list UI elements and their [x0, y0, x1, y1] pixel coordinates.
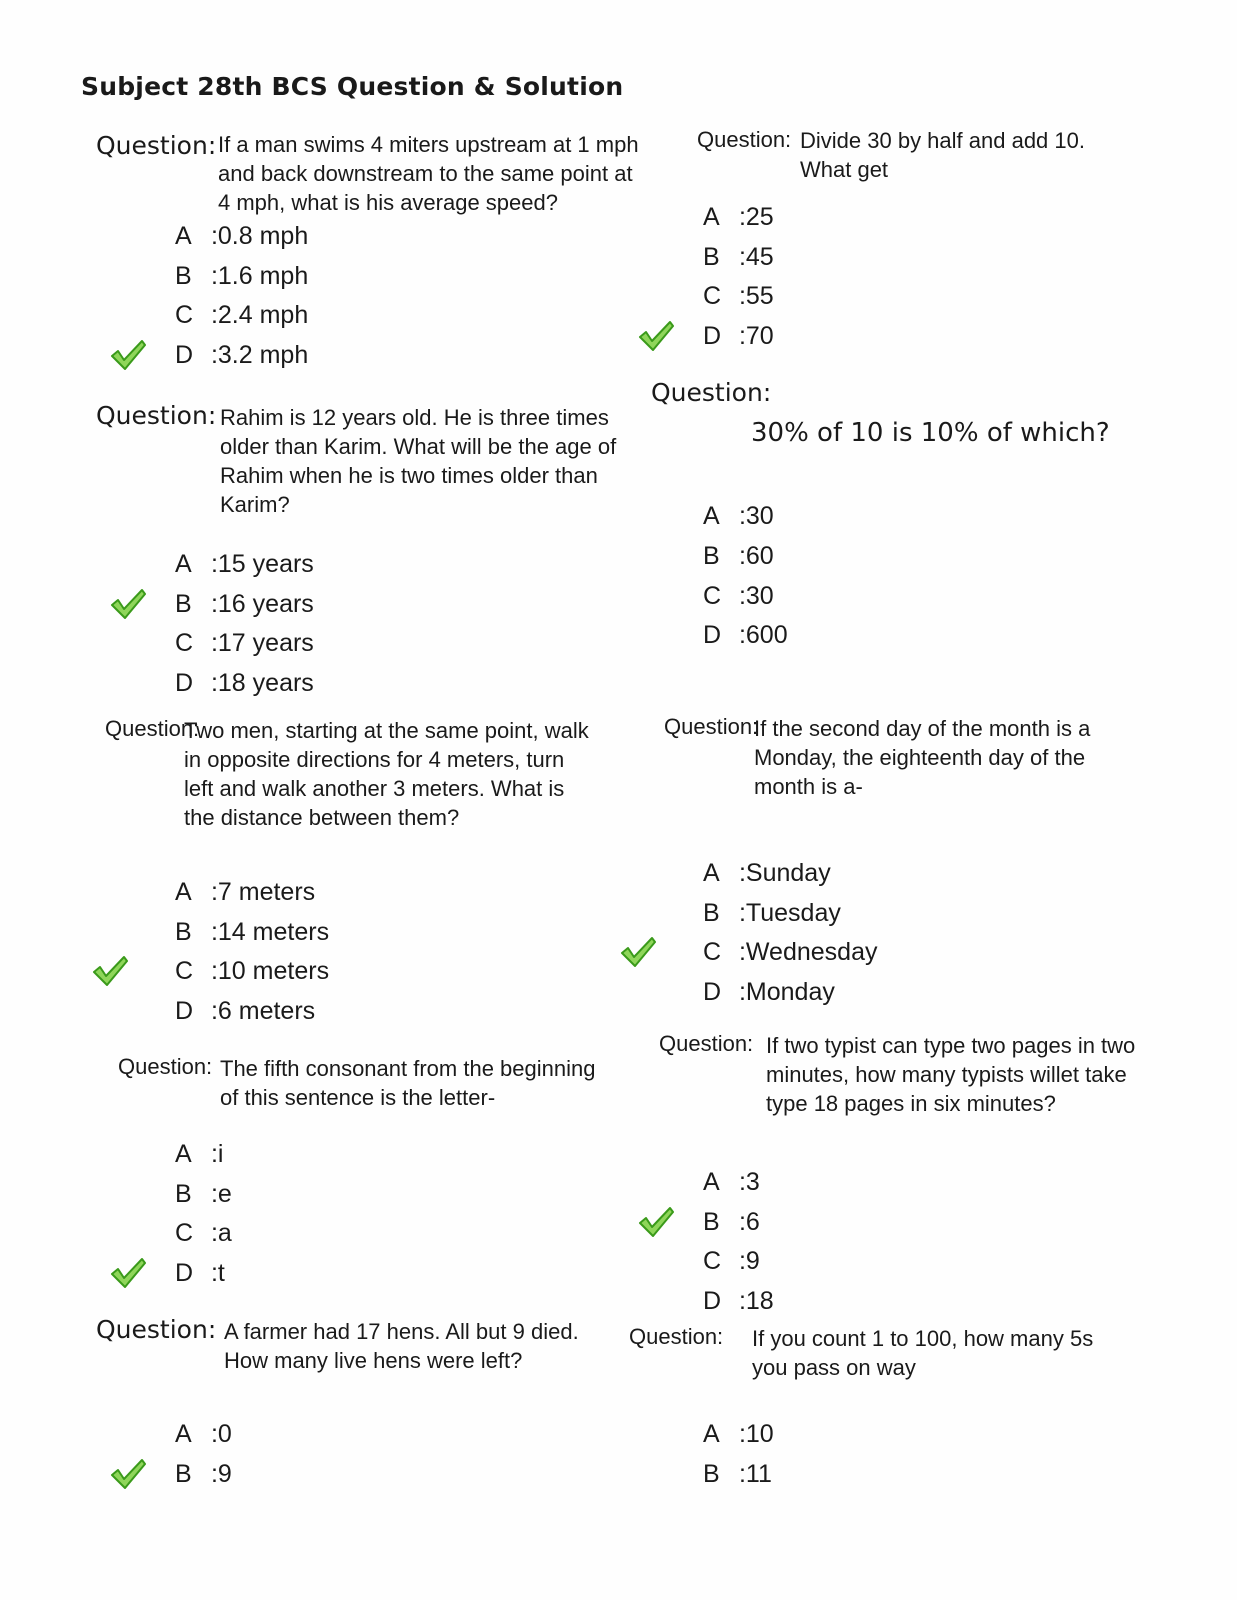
- option-c: C :a: [175, 1219, 232, 1247]
- question-text: A farmer had 17 hens. All but 9 died. How many live hens were left?: [224, 1319, 579, 1373]
- option-d: D :18 years: [175, 669, 314, 697]
- question-text: 30% of 10 is 10% of which?: [751, 418, 1110, 448]
- question-label: Question:: [664, 714, 759, 739]
- question-text: Divide 30 by half and add 10. What get: [800, 128, 1085, 182]
- option-b: B :45: [703, 243, 774, 271]
- option-a: A :0: [175, 1420, 232, 1448]
- option-a: A :3: [703, 1168, 760, 1196]
- question-label: Question:: [629, 1324, 724, 1349]
- question-label: Question:: [96, 1315, 217, 1344]
- option-d: D :600: [703, 621, 788, 649]
- option-d: D :6 meters: [175, 997, 316, 1025]
- option-b: B :Tuesday: [703, 899, 841, 927]
- check-mark-icon: [92, 954, 128, 988]
- option-d: D :70: [703, 322, 774, 350]
- option-d: D :t: [175, 1259, 225, 1287]
- question-text: If you count 1 to 100, how many 5s you pass on way: [752, 1326, 1094, 1380]
- option-a: A :10: [703, 1420, 774, 1448]
- option-c: C :30: [703, 582, 774, 610]
- check-mark-icon: [638, 319, 674, 353]
- option-c: C :17 years: [175, 629, 314, 657]
- question-text: If two typist can type two pages in two minutes, how many typists willet take type 18 pages in six minutes?: [766, 1033, 1136, 1116]
- option-d: D :18: [703, 1287, 774, 1315]
- option-b: B :6: [703, 1208, 760, 1236]
- check-mark-icon: [110, 587, 146, 621]
- option-b: B :60: [703, 542, 774, 570]
- question-text: Rahim is 12 years old. He is three times older than Karim. What will be the age of Rahim when he is two times older than Karim?: [220, 405, 617, 517]
- option-a: A :0.8 mph: [175, 222, 309, 250]
- option-b: B :9: [175, 1460, 232, 1488]
- question-label: Question:: [105, 716, 200, 741]
- option-a: A :7 meters: [175, 878, 316, 906]
- question-text: If the second day of the month is a Monday, the eighteenth day of the month is a-: [754, 716, 1091, 799]
- check-mark-icon: [638, 1205, 674, 1239]
- check-mark-icon: [110, 1256, 146, 1290]
- question-label: Question:: [697, 127, 792, 152]
- question-text: Two men, starting at the same point, walk in opposite directions for 4 meters, turn left and walk another 3 meters. What is the distance between them?: [184, 718, 589, 830]
- check-mark-icon: [620, 935, 656, 969]
- question-label: Question:: [651, 378, 772, 407]
- option-b: B :e: [175, 1180, 232, 1208]
- check-mark-icon: [110, 338, 146, 372]
- check-mark-icon: [110, 1457, 146, 1491]
- option-c: C :9: [703, 1247, 760, 1275]
- option-d: D :3.2 mph: [175, 341, 309, 369]
- option-c: C :2.4 mph: [175, 301, 309, 329]
- option-c: C :10 meters: [175, 957, 330, 985]
- option-a: A :30: [703, 502, 774, 530]
- option-c: C :Wednesday: [703, 938, 878, 966]
- option-a: A :25: [703, 203, 774, 231]
- question-label: Question:: [96, 131, 217, 160]
- question-label: Question:: [659, 1031, 754, 1056]
- option-b: B :14 meters: [175, 918, 330, 946]
- question-label: Question:: [96, 401, 217, 430]
- question-label: Question:: [118, 1054, 213, 1079]
- option-a: A :15 years: [175, 550, 314, 578]
- option-b: B :16 years: [175, 590, 314, 618]
- option-d: D :Monday: [703, 978, 835, 1006]
- question-text: If a man swims 4 miters upstream at 1 mph and back downstream to the same point at 4 mph, what is his average speed?: [218, 132, 639, 215]
- option-b: B :1.6 mph: [175, 262, 309, 290]
- option-a: A :i: [175, 1140, 224, 1168]
- option-b: B :11: [703, 1460, 772, 1488]
- option-c: C :55: [703, 282, 774, 310]
- question-text: The fifth consonant from the beginning of this sentence is the letter-: [220, 1056, 596, 1110]
- option-a: A :Sunday: [703, 859, 831, 887]
- page-title: Subject 28th BCS Question & Solution: [81, 72, 624, 101]
